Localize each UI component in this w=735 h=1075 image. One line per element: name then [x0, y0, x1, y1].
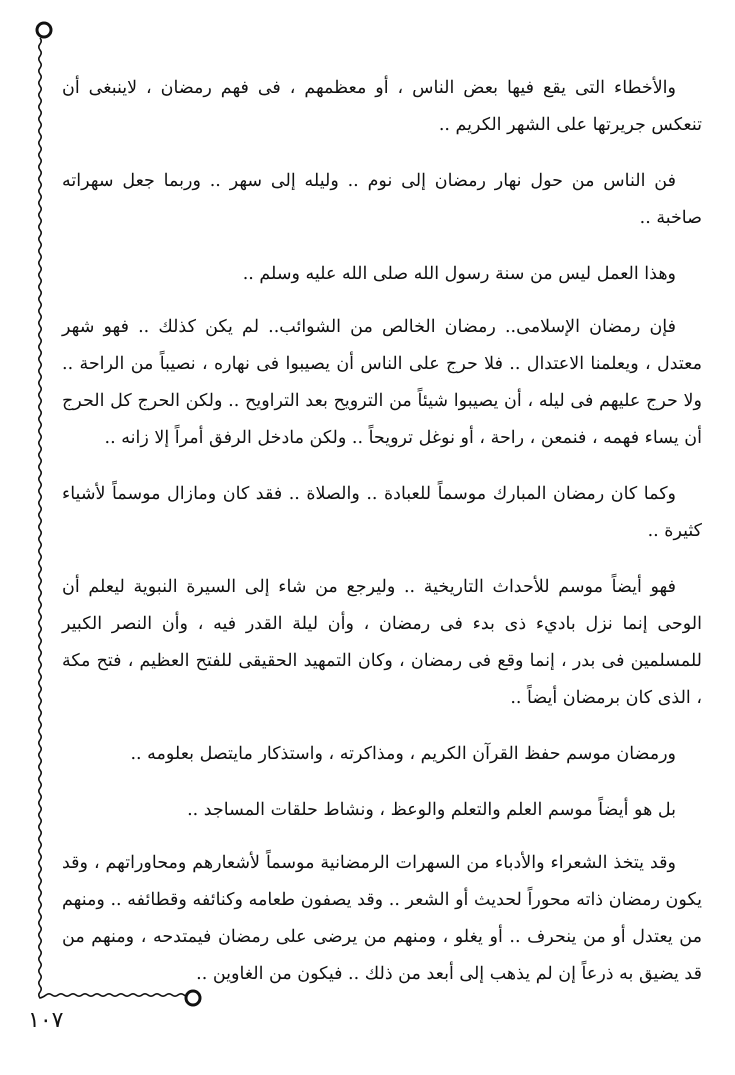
paragraph-1: والأخطاء التى يقع فيها بعض الناس ، أو معظمهم ، فى فهم رمضان ، لاينبغى أن تنعكس جريرتها على الشهر الكريم ..	[62, 78, 702, 135]
paragraph-9: وقد يتخذ الشعراء والأدباء من السهرات الرمضانية موسماً لأشعارهم ومحاوراتهم ، وقد يكون رمضان ذاته محوراً لحديث أو الشعر .. وقد يصفون طعامه وكنائفه وقطائفه .. ومنهم من يعتدل أو من ينحرف .. أو يغلو ، ومنهم من يرضى على رمضان فيمتدحه ، ومنهم من قد يضيق به ذرعاً إن لم يذهب إلى أبعد من ذلك .. فيكون من الغاوين ..	[62, 853, 702, 984]
paragraph-8: بل هو أيضاً موسم العلم والتعلم والوعظ ، ونشاط حلقات المساجد ..	[187, 800, 676, 820]
paragraph-2: فن الناس من حول نهار رمضان إلى نوم .. وليله إلى سهر .. وربما جعل سهراته صاخبة ..	[62, 171, 702, 228]
body-text	[62, 70, 702, 1012]
paragraph-6: فهو أيضاً موسم للأحداث التاريخية .. وليرجع من شاء إلى السيرة النبوية ليعلم أن الوحى إنما نزل باديء ذى بدء فى رمضان ، وأن ليلة القدر فيه ، وأن النصر الكبير للمسلمين فى بدر ، إنما وقع فى رمضان ، وكان التمهيد الحقيقى للفتح العظيم ، فتح مكة ، الذى كان برمضان أيضاً ..	[62, 577, 702, 708]
paragraph-3: وهذا العمل ليس من سنة رسول الله صلى الله عليه وسلم ..	[242, 264, 676, 284]
paragraph-4: فإن رمضان الإسلامى.. رمضان الخالص من الشوائب.. لم يكن كذلك .. فهو شهر معتدل ، ويعلمنا الاعتدال .. فلا حرج على الناس أن يصيبوا فى نهاره ، نصيباً من الراحة .. ولا حرج عليهم فى ليله ، أن يصيبوا شيئاً من الترويح بعد التراويح .. ولكن الحرج كل الحرج أن يساء فهمه ، فنمعن ، راحة ، أو نوغل ترويحاً .. ولكن مادخل الرفق أمراً إلا زانه ..	[62, 317, 702, 448]
paragraph-5: وكما كان رمضان المبارك موسماً للعبادة .. والصلاة .. فقد كان ومازال موسماً لأشياء كثيرة ..	[62, 484, 702, 541]
paragraph-7: ورمضان موسم حفظ القرآن الكريم ، ومذاكرته ، واستذكار مايتصل بعلومه ..	[130, 744, 676, 764]
page-number: ١٠٧	[28, 1008, 64, 1033]
border-ornament-top-icon	[37, 23, 51, 37]
